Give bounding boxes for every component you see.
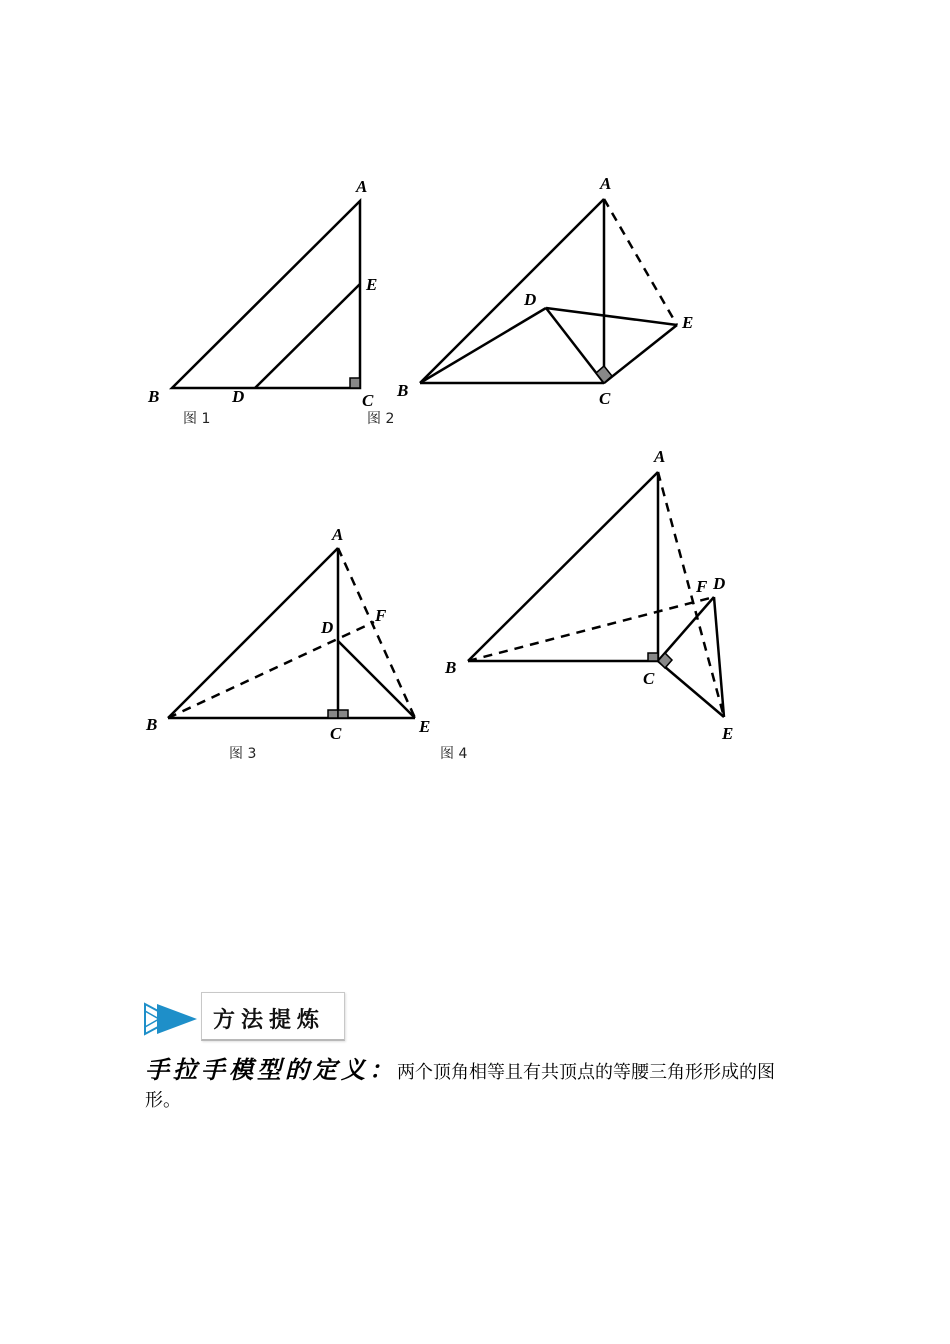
- right-angle-mark: [596, 366, 612, 383]
- segment-ce: [604, 325, 677, 383]
- point-label-a: A: [356, 177, 368, 196]
- point-label-d: D: [232, 387, 245, 406]
- figure-3-caption: 图 3: [229, 746, 257, 762]
- point-label-a: A: [654, 447, 666, 466]
- point-label-d: D: [524, 290, 537, 309]
- point-label-c: C: [643, 669, 655, 688]
- point-label-a: A: [332, 525, 344, 544]
- definition-text: 两个顶角相等且有共顶点的等腰三角形形成的图形。: [145, 1062, 775, 1111]
- figure-2-caption: 图 2: [367, 411, 395, 427]
- figure-4-diagram: [430, 440, 750, 745]
- point-label-b: B: [146, 715, 158, 734]
- point-label-e: E: [722, 724, 734, 743]
- segment-de: [255, 284, 360, 388]
- point-label-f: F: [696, 577, 708, 596]
- segment-de: [338, 641, 415, 718]
- figure-1-diagram: [140, 170, 400, 415]
- segment-ab: [420, 199, 604, 383]
- definition-term: 手拉手模型的定义：: [145, 1055, 397, 1084]
- right-angle-mark-left: [328, 710, 338, 718]
- point-label-e: E: [682, 313, 694, 332]
- figure-4-caption: 图 4: [440, 746, 468, 762]
- point-label-e: E: [366, 275, 378, 294]
- point-label-b: B: [445, 658, 457, 677]
- segment-ce: [658, 661, 724, 717]
- point-label-b: B: [148, 387, 160, 406]
- segment-ae-dashed: [658, 472, 724, 717]
- triangle-abc: [172, 201, 360, 388]
- figure-1-caption: 图 1: [183, 411, 211, 427]
- point-label-c: C: [362, 391, 374, 410]
- point-label-d: D: [321, 618, 334, 637]
- figure-3-diagram: [140, 520, 440, 750]
- segment-ab: [168, 548, 338, 718]
- segment-de: [714, 597, 724, 717]
- right-angle-mark-right: [338, 710, 348, 718]
- point-label-e: E: [419, 717, 431, 736]
- section-header: [143, 992, 348, 1042]
- figure-2-diagram: [390, 170, 710, 415]
- play-triangle-icon: [143, 1002, 199, 1036]
- right-angle-mark: [350, 378, 360, 388]
- segment-cd: [658, 597, 714, 661]
- point-label-a: A: [600, 174, 612, 193]
- segment-bd-dashed: [468, 597, 714, 661]
- segment-de: [546, 308, 677, 325]
- point-label-c: C: [330, 724, 342, 743]
- point-label-d: D: [713, 574, 726, 593]
- point-label-f: F: [375, 606, 387, 625]
- segment-dc: [546, 308, 604, 383]
- segment-ab: [468, 472, 658, 661]
- segment-bf-dashed: [168, 622, 374, 718]
- right-angle-mark: [648, 653, 658, 661]
- point-label-c: C: [599, 389, 611, 408]
- point-label-b: B: [397, 381, 409, 400]
- definition-paragraph: [145, 1056, 810, 1115]
- segment-ae-dashed: [604, 199, 677, 325]
- right-angle-mark-diamond: [658, 653, 672, 668]
- section-title: 方法提炼: [213, 1007, 326, 1033]
